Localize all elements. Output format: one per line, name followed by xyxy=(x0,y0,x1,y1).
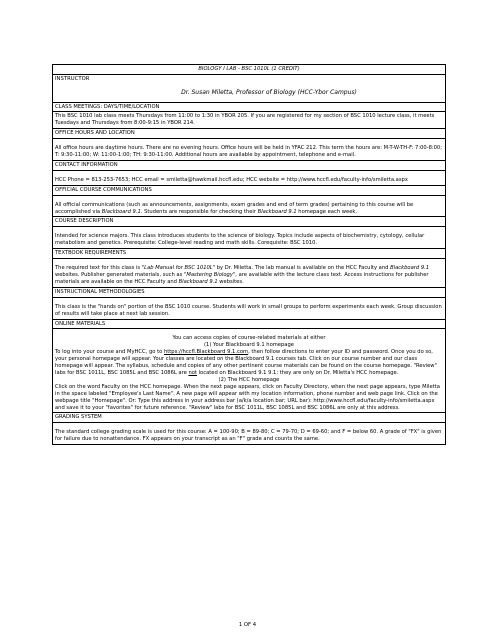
office-heading-row xyxy=(53,129,446,139)
office-body-row xyxy=(53,139,446,161)
section-heading: COURSE DESCRIPTION xyxy=(53,217,446,227)
section-heading: CONTACT INFORMATION xyxy=(53,160,446,170)
section-heading: TEXTBOOK REQUIREMENTS xyxy=(53,249,446,259)
instructor-row xyxy=(53,74,446,102)
meetings-heading-row xyxy=(53,102,446,112)
text-heading-row xyxy=(53,249,446,259)
section-heading: GRADING SYSTEM xyxy=(53,413,446,423)
section-heading: INSTRUCTIONAL METHODOLOGIES xyxy=(53,287,446,297)
title-row xyxy=(53,65,446,75)
section-body: All official communications (such as announcements, assignments, exam grades and end of term grades) pertaining to this course will be accomplished via Blackboard 9.1. Students are responsible for checking their Blackboard 9.1 homepage each week. xyxy=(55,201,414,215)
contact-info: HCC Phone = 813-253-7653; HCC email = smiletta@hawkmail.hccfl.edu; HCC website = http://www.hccfl.edu/faculty-info/smiletta.aspx xyxy=(55,176,408,183)
document-title: BIOLOGY I LAB - BSC 1010L (1 CREDIT) xyxy=(53,65,446,75)
comm-heading-row xyxy=(53,185,446,195)
section-heading: ONLINE MATERIALS xyxy=(53,319,446,329)
syllabus-page xyxy=(52,64,446,445)
grading-body-row xyxy=(53,423,446,445)
section-body: The required text for this class is "Lab Manual for BSC 1010L" by Dr. Miletta. The lab manual is available on the HCC Faculty and Blackboard 9.1 websites. Publisher generated materials, such as "Mastering Biology", are available with the lecture class text. Access instructions for publisher materials are available on the HCC Faculty and Blackboard 9.1 websites. xyxy=(55,265,430,285)
grading-heading-row xyxy=(53,413,446,423)
contact-heading-row xyxy=(53,160,446,170)
section-heading: OFFICIAL COURSE COMMUNICATIONS xyxy=(53,185,446,195)
desc-heading-row xyxy=(53,217,446,227)
meetings-body-row xyxy=(53,112,446,129)
text-body-row xyxy=(53,259,446,288)
instructor-label: INSTRUCTOR xyxy=(55,75,90,82)
online-intro: You can access copies of course-related materials at either xyxy=(172,335,326,342)
section-body: Click on the word Faculty on the HCC homepage. When the next page appears, click on Faculty Directory, when the next page appears, type Miletta in the space labeled "Employee's Last Name". A new page will appear with my location information, phone number and web page link. Click on the webpage title "Homepage". Or: Type this address in your address bar (a/k/a location bar; URL bar): http://www.hccfl.edu/faculty-info/smiletta.aspx and save it to your "favorites" for future reference. "Review" labs for BSC 1011L, BSC 1085L and BSC 1086L are only at this address. xyxy=(55,383,440,411)
online-item-1: (1) Your Blackboard 9.1 homepage xyxy=(204,342,294,349)
section-heading: CLASS MEETINGS: DAYS/TIME/LOCATION xyxy=(53,102,446,112)
online-body-row xyxy=(53,329,446,413)
syllabus-table xyxy=(52,64,446,445)
section-body: This BSC 1010 lab class meets Thursdays from 11:00 to 1:30 in YBOR 205. If you are registered for my section of BSC 1010 lecture class, it meets Tuesdays and Thursdays from 8:00-9:15 in YBOR 214. xyxy=(53,112,446,129)
online-item-2: (2) The HCC homepage xyxy=(218,376,280,383)
page-number: 1 OF 4 xyxy=(238,622,257,628)
online-heading-row xyxy=(53,319,446,329)
instructor-name: Dr. Susan Miletta, Professor of Biology (HCC-Ybor Campus) xyxy=(181,88,357,96)
section-body: To log into your course and MyHCC, go to https://hccfl.Blackboard 9.1.com, then follow directions to enter your ID and password. Once you do so, your personal homepage will appear. Your classes are located on the Blackboard 9.1 courses tab. Click on our course number and our class homepage will appear. The syllabus, schedule and copies of any other pertinent course materials can be found on the course homepage. "Review" labs for BSC 1011L, BSC 1085L and BSC 1086L are not located on Blackboard 9.1 9.1; they are only on Dr. Miletta's HCC homepage. xyxy=(55,349,437,376)
section-body: Intended for science majors. This class introduces students to the science of biology. Topics include aspects of biochemistry, cytology, cellular metabolism and genetics. Prerequisite: College-level reading and math skills. Corequisite: BSC 1010. xyxy=(55,233,425,247)
section-body: This class is the "hands on" portion of the BSC 1010 course. Students will work in small groups to perform experiments each week. Group discussion of results will take place at next lab session. xyxy=(55,303,442,317)
section-heading: OFFICE HOURS AND LOCATION xyxy=(53,129,446,139)
comm-body-row xyxy=(53,195,446,217)
section-body: All office hours are daytime hours. There are no evening hours. Office hours will be held in YFAC 212. This term the hours are: M-T-W-TH-F: 7:00-8:00; T: 9:30-11:00; W: 11:00-1:00; TH: 9:30-11:00. Additional hours are available by appointment, telephone and e-mail. xyxy=(55,145,442,159)
method-heading-row xyxy=(53,287,446,297)
section-body: The standard college grading scale is used for this course: A = 100-90; B = 89-80; C = 79-70; D = 69-60; and F = below 60. A grade of "FX" is given for failure due to nonattendance. FX appears on your transcript as an "F" grade and counts the same. xyxy=(55,429,442,443)
contact-body-row xyxy=(53,170,446,185)
blackboard-link[interactable]: https://hccfl.Blackboard 9.1.com xyxy=(163,349,249,356)
method-body-row xyxy=(53,297,446,319)
desc-body-row xyxy=(53,227,446,249)
